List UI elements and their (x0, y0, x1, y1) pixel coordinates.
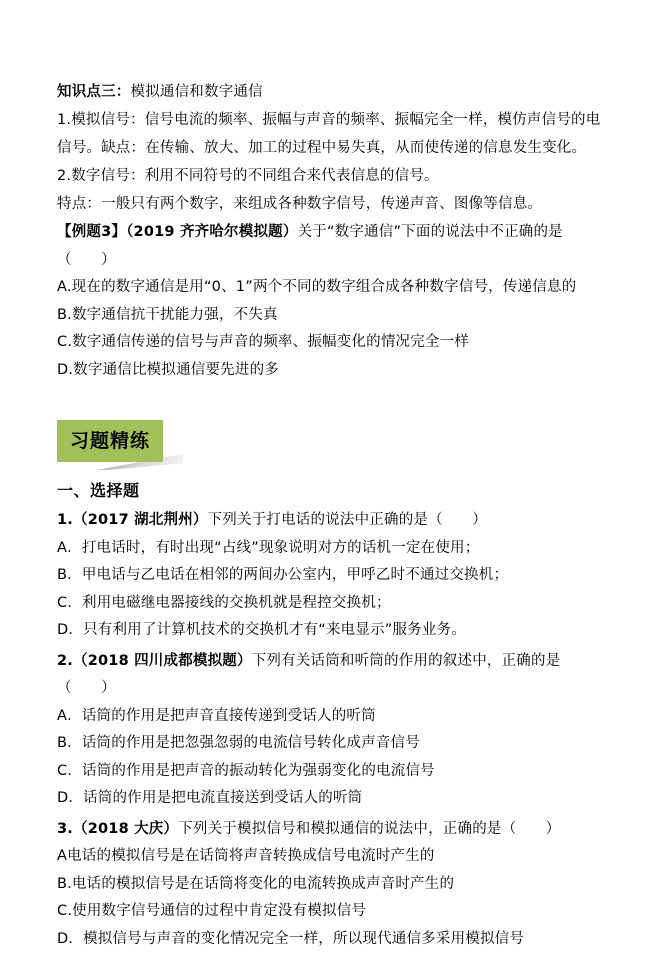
question-2-tag: 2.（2018 四川成都模拟题） (57, 653, 252, 669)
example-option-d: D.数字通信比模拟通信要先进的多 (57, 357, 611, 385)
example-option-b: B.数字通信抗干扰能力强，不失真 (57, 302, 611, 330)
question-2-option-a: A．话筒的作用是把声音直接传递到受话人的听筒 (57, 703, 611, 731)
knowledge-item-digital: 2.数字信号：利用不同符号的不同组合来代表信息的信号。 (57, 162, 611, 190)
example-tag: 【例题3】（2019 齐齐哈尔模拟题） (57, 224, 298, 240)
question-3 (57, 816, 611, 953)
example-stem (57, 218, 611, 274)
question-1-stem (57, 507, 611, 535)
question-3-option-b: B.电话的模拟信号是在话筒将变化的电流转换成声音时产生的 (57, 871, 611, 899)
practice-badge (57, 420, 163, 462)
question-3-option-c: C.使用数字信号通信的过程中肯定没有模拟信号 (57, 898, 611, 926)
knowledge-item-feature: 特点：一般只有两个数字，来组成各种数字信号，传递声音、图像等信息。 (57, 190, 611, 218)
example-option-a: A.现在的数字通信是用“0、1”两个不同的数字组合成各种数字信号，传递信息的 (57, 274, 611, 302)
question-2 (57, 648, 611, 813)
question-2-stem (57, 648, 611, 703)
question-1 (57, 507, 611, 645)
question-1-option-a: A．打电话时，有时出现“占线”现象说明对方的话机一定在使用； (57, 535, 611, 563)
question-1-tag: 1.（2017 湖北荆州） (57, 512, 208, 528)
knowledge-item-analog: 1.模拟信号：信号电流的频率、振幅与声音的频率、振幅完全一样，模仿声信号的电信号。缺点：在传输、放大、加工的过程中易失真，从而使传递的信息发生变化。 (57, 106, 611, 162)
question-2-option-d: D．话筒的作用是把电流直接送到受话人的听筒 (57, 785, 611, 813)
question-1-option-c: C．利用电磁继电器接线的交换机就是程控交换机； (57, 590, 611, 618)
knowledge-heading (57, 78, 611, 106)
choice-section-heading: 一、选择题 (57, 478, 611, 501)
example-option-c: C.数字通信传递的信号与声音的频率、振幅变化的情况完全一样 (57, 329, 611, 357)
question-2-text: 下列有关话筒和听筒的作用的叙述中，正确的是（ ） (57, 653, 560, 697)
question-1-option-b: B．甲电话与乙电话在相邻的两间办公室内，甲呼乙时不通过交换机； (57, 562, 611, 590)
question-2-option-b: B．话筒的作用是把忽强忽弱的电流信号转化成声音信号 (57, 730, 611, 758)
example-question: 关于“数字通信”下面的说法中不正确的是（ ） (57, 224, 563, 268)
question-3-text: 下列关于模拟信号和模拟通信的说法中，正确的是（ ） (178, 821, 560, 837)
practice-badge-label: 习题精练 (57, 420, 163, 462)
knowledge-heading-label: 知识点三： (57, 84, 131, 100)
question-1-option-d: D．只有利用了计算机技术的交换机才有“来电显示”服务业务。 (57, 617, 611, 645)
question-3-tag: 3.（2018 大庆） (57, 821, 178, 837)
knowledge-section (57, 78, 611, 218)
question-3-option-d: D．模拟信号与声音的变化情况完全一样，所以现代通信多采用模拟信号 (57, 926, 611, 953)
question-1-text: 下列关于打电话的说法中正确的是（ ） (208, 512, 487, 528)
question-3-option-a: A电话的模拟信号是在话筒将声音转换成信号电流时产生的 (57, 843, 611, 871)
question-2-option-c: C．话筒的作用是把声音的振动转化为强弱变化的电流信号 (57, 758, 611, 786)
example-section (57, 218, 611, 384)
knowledge-heading-title: 模拟通信和数字通信 (131, 84, 263, 100)
question-3-stem (57, 816, 611, 844)
